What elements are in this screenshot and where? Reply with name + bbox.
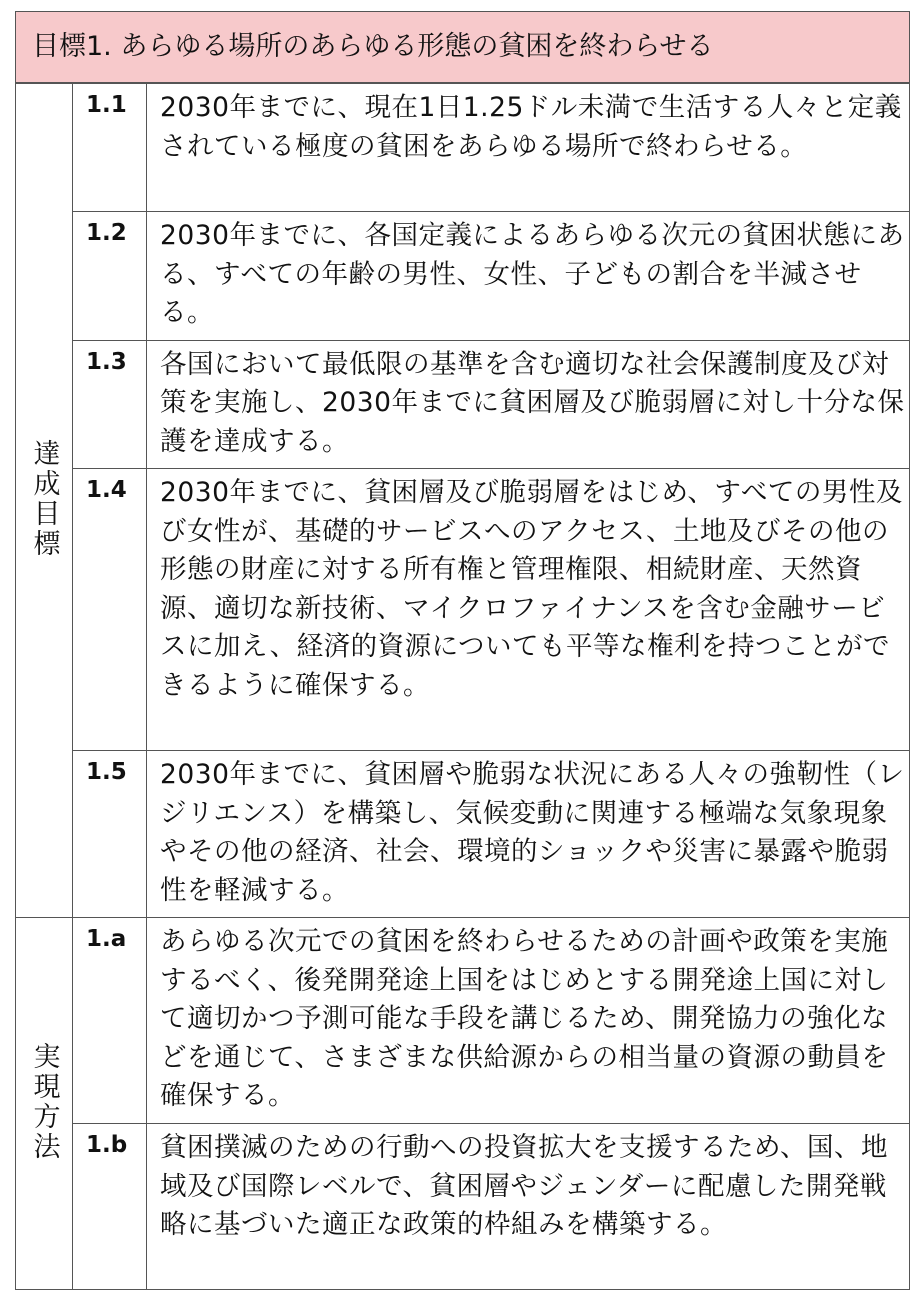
target-text: 2030年までに、貧困層や脆弱な状況にある人々の強靭性（レジリエンス）を構築し、気候変動に関連する極端な気象現象やその他の経済、社会、環境的ショックや災害に暴露や脆弱性を軽減する。 — [147, 751, 910, 918]
target-text: あらゆる次元での貧困を終わらせるための計画や政策を実施するべく、後発開発途上国をはじめとする開発途上国に対して適切かつ予測可能な手段を講じるため、開発協力の強化などを通じて、さまざまな供給源からの相当量の資源の動員を確保する。 — [147, 918, 910, 1124]
target-number: 1.5 — [73, 751, 147, 918]
table-row — [16, 84, 910, 212]
targets-table — [15, 83, 910, 1290]
section-label: 達成目標 — [28, 438, 60, 559]
table-row — [16, 340, 910, 469]
table-row — [16, 1124, 910, 1290]
target-number: 1.b — [73, 1124, 147, 1290]
section-label-means-cell — [16, 918, 73, 1290]
target-number: 1.4 — [73, 469, 147, 751]
section-label-targets-cell — [16, 84, 73, 918]
target-text: 2030年までに、貧困層及び脆弱層をはじめ、すべての男性及び女性が、基礎的サービスへのアクセス、土地及びその他の形態の財産に対する所有権と管理権限、相続財産、天然資源、適切な新技術、マイクロファイナンスを含む金融サービスに加え、経済的資源についても平等な権利を持つことができるように確保する。 — [147, 469, 910, 751]
target-number: 1.2 — [73, 212, 147, 341]
target-text: 2030年までに、現在1日1.25ドル未満で生活する人々と定義されている極度の貧困をあらゆる場所で終わらせる。 — [147, 84, 910, 212]
target-text: 貧困撲滅のための行動への投資拡大を支援するため、国、地域及び国際レベルで、貧困層やジェンダーに配慮した開発戦略に基づいた適正な政策的枠組みを構築する。 — [147, 1124, 910, 1290]
table-row — [16, 469, 910, 751]
table-row — [16, 918, 910, 1124]
goal-document — [15, 11, 910, 1290]
table-row — [16, 212, 910, 341]
target-text: 2030年までに、各国定義によるあらゆる次元の貧困状態にある、すべての年齢の男性、女性、子どもの割合を半減させる。 — [147, 212, 910, 341]
table-row — [16, 751, 910, 918]
target-text: 各国において最低限の基準を含む適切な社会保護制度及び対策を実施し、2030年までに貧困層及び脆弱層に対し十分な保護を達成する。 — [147, 340, 910, 469]
goal-title: 目標1. あらゆる場所のあらゆる形態の貧困を終わらせる — [15, 11, 910, 83]
section-label: 実現方法 — [28, 1041, 60, 1162]
target-number: 1.3 — [73, 340, 147, 469]
target-number: 1.1 — [73, 84, 147, 212]
target-number: 1.a — [73, 918, 147, 1124]
